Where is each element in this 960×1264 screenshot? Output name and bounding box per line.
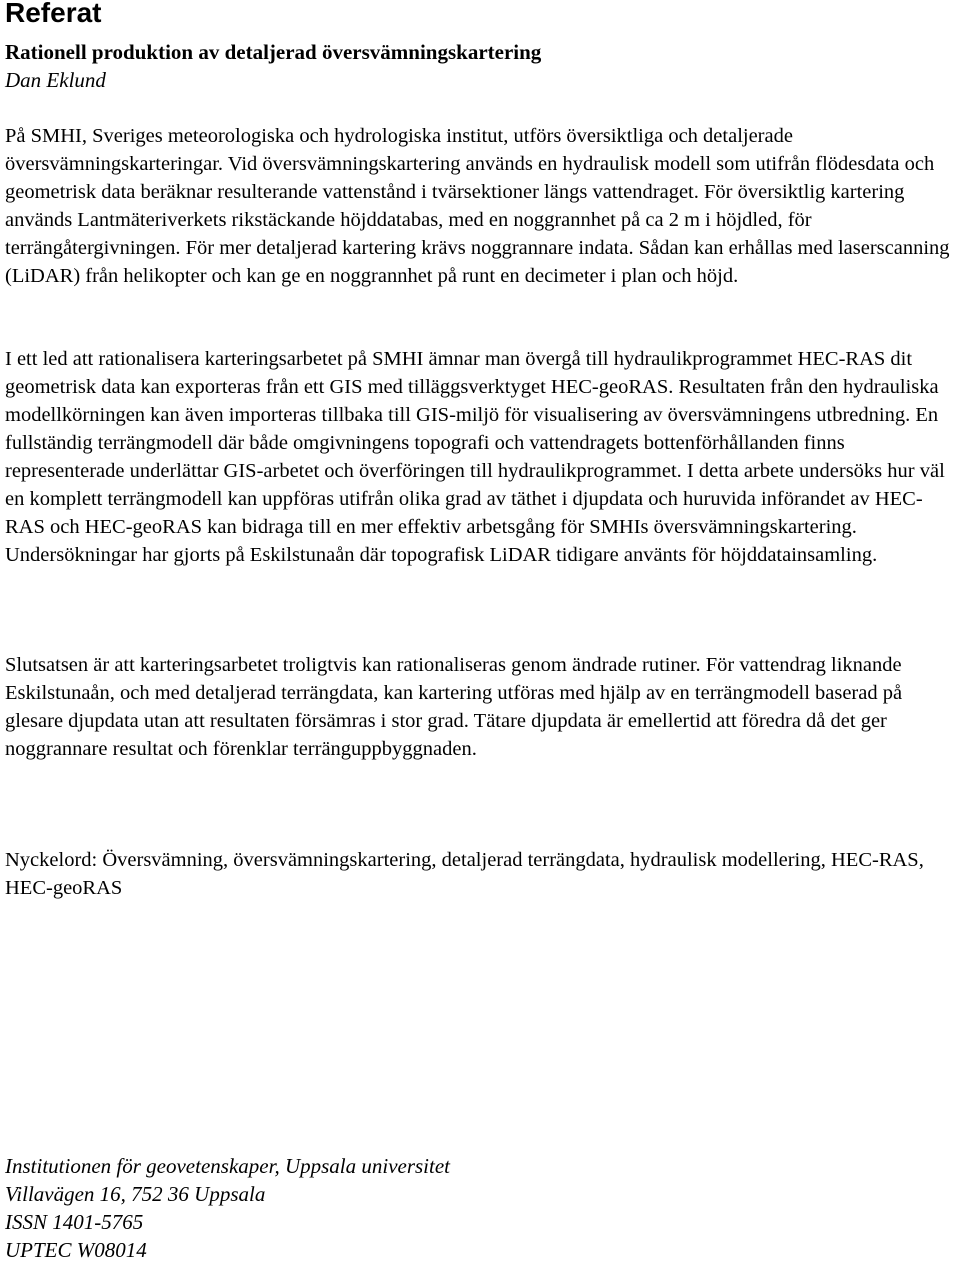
abstract-paragraph-1: På SMHI, Sveriges meteorologiska och hydrologiska institut, utförs översiktliga och detaljerade översvämningskarteringar. Vid översvämningskartering används en hydraulisk modell som utifrån flödesdata och geometrisk data beräknar resulterande vattenstånd i tvärsektioner längs vattendraget. För översiktlig kartering används Lantmäteriverkets rikstäckande höjddatabas, med en noggrannhet på ca 2 m i höjdled, för terrängåtergivningen. För mer detaljerad kartering krävs noggrannare indata. Sådan kan erhållas med laserscanning (LiDAR) från helikopter och kan ge en noggrannhet på runt en decimeter i plan och höjd. [5,125,950,287]
abstract-paragraph-2: I ett led att rationalisera karteringsarbetet på SMHI ämnar man övergå till hydraulikprogrammet HEC-RAS dit geometrisk data kan exporteras från ett GIS med tilläggsverktyget HEC-geoRAS. Resultaten från den hydrauliska modellkörningen kan även importeras tillbaka till GIS-miljö för visualisering av översvämningens utbredning. En fullständig terrängmodell där både omgivningens topografi och vattendragets bottenförhållanden finns representerade underlättar GIS-arbetet och överföringen till hydraulikprogrammet. I detta arbete undersöks hur väl en komplett terrängmodell kan uppföras utifrån olika grad av täthet i djupdata och huruvida införandet av HEC-RAS och HEC-geoRAS kan bidraga till en mer effektiv arbetsgång för SMHIs översvämningskartering. Undersökningar har gjorts på Eskilstunaån där topografisk LiDAR tidigare använts för höjddatainsamling. [5,348,945,566]
document-title: Rationell produktion av detaljerad översvämningskartering [5,40,542,64]
issn: ISSN 1401-5765 [5,1210,144,1234]
institution: Institutionen för geovetenskaper, Uppsala universitet [5,1154,451,1178]
page-heading: Referat [5,0,102,28]
author-name: Dan Eklund [5,68,106,92]
footer-info [5,1152,450,1264]
address: Villavägen 16, 752 36 Uppsala [5,1182,266,1206]
keywords: Nyckelord: Översvämning, översvämningskartering, detaljerad terrängdata, hydraulisk modellering, HEC-RAS, HEC-geoRAS [5,849,924,899]
abstract-paragraph-3: Slutsatsen är att karteringsarbetet troligtvis kan rationaliseras genom ändrade rutiner. För vattendrag liknande Eskilstunaån, och med detaljerad terrängdata, kan kartering utföras med hjälp av en terrängmodell baserad på glesare djupdata utan att resultaten försämras i stor grad. Tätare djupdata är emellertid att föredra då det ger noggrannare resultat och förenklar terränguppbyggnaden. [5,654,903,760]
report-number: UPTEC W08014 [5,1238,147,1262]
